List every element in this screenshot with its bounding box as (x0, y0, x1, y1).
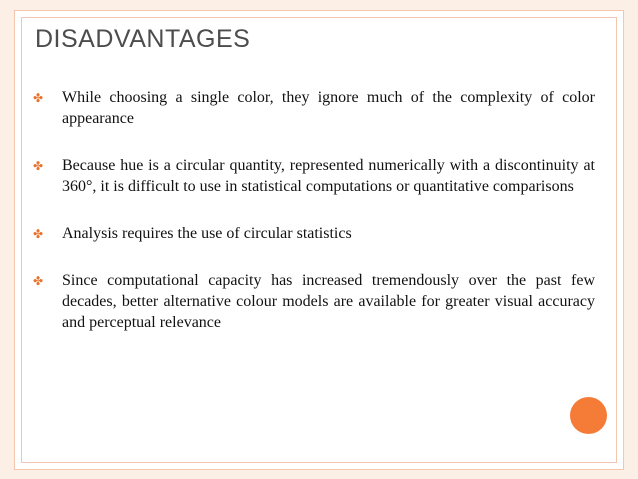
bullet-item (33, 223, 595, 244)
bullet-text: Because hue is a circular quantity, represented numerically with a discontinuity at 360°, it is difficult to use in statistical computations or quantitative comparisons (62, 157, 595, 195)
bullet-item (33, 270, 595, 333)
quad-petal-bullet-icon: ✤ (33, 159, 44, 173)
quad-petal-bullet-icon: ✤ (33, 274, 44, 288)
quad-petal-bullet-icon: ✤ (33, 227, 44, 241)
bullet-text: Analysis requires the use of circular statistics (62, 225, 352, 242)
slide-title: DISADVANTAGES (35, 25, 251, 53)
bullet-item (33, 155, 595, 197)
bullet-text: Since computational capacity has increased tremendously over the past few decades, better alternative colour models are available for greater visual accuracy and perceptual relevance (62, 272, 595, 331)
quad-petal-bullet-icon: ✤ (33, 91, 44, 105)
decorative-circle (570, 397, 607, 434)
bullet-text: While choosing a single color, they ignore much of the complexity of color appearance (62, 89, 595, 127)
bullet-item (33, 87, 595, 129)
slide (14, 10, 624, 470)
bullet-list (33, 87, 595, 333)
